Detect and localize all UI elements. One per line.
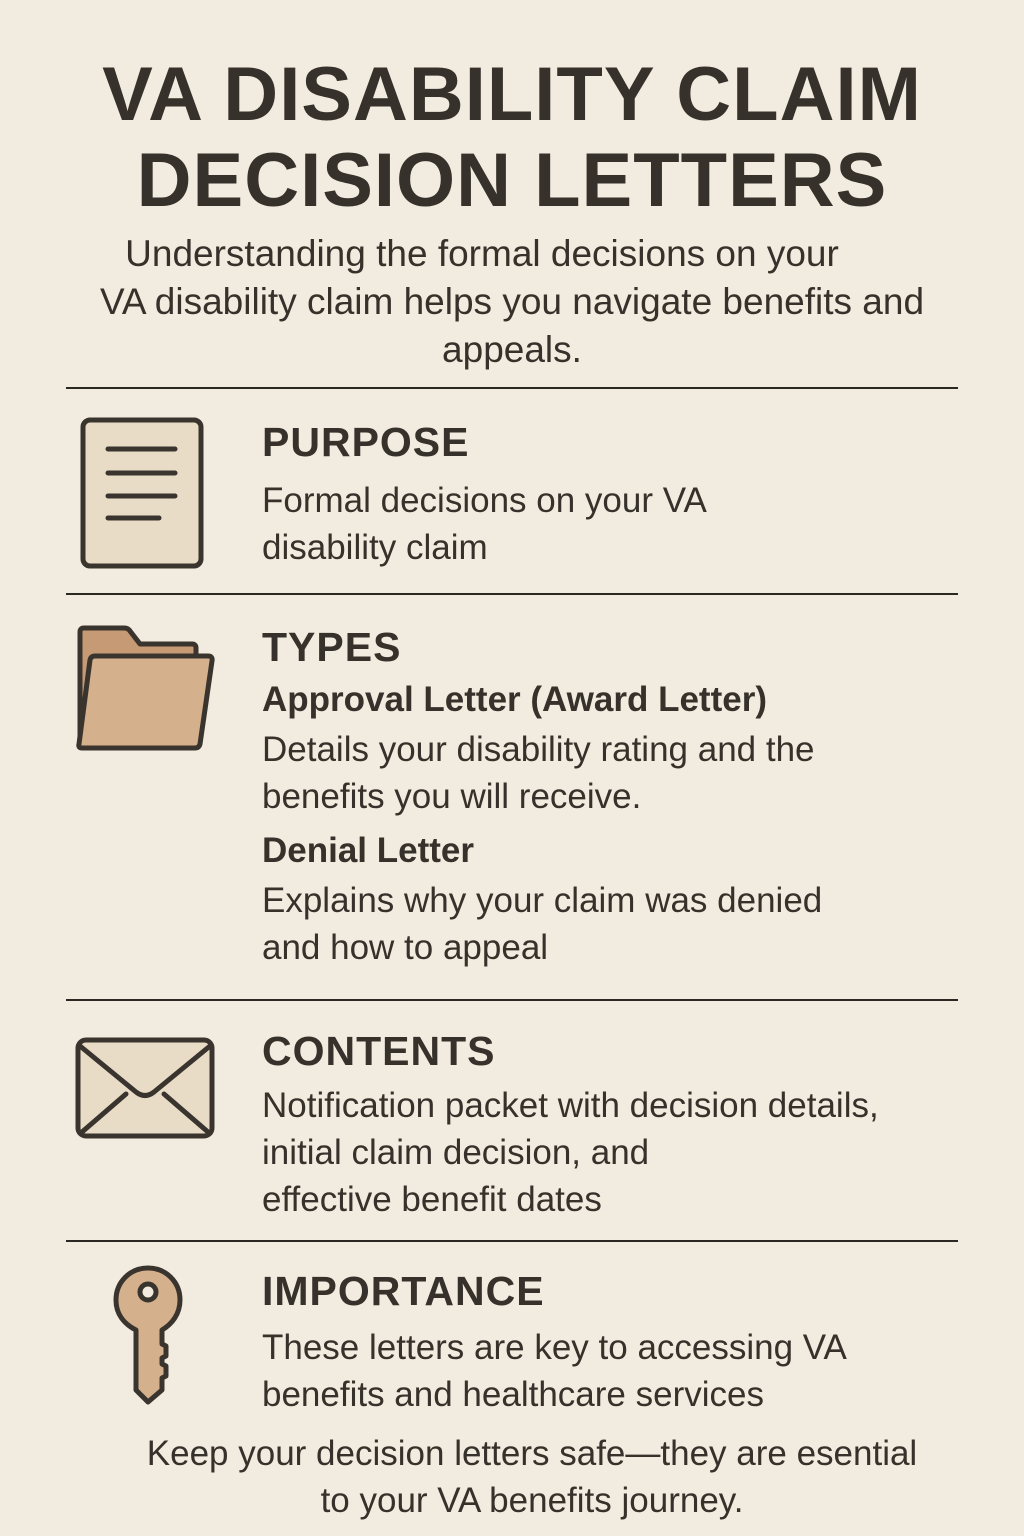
divider bbox=[66, 593, 958, 595]
folder-icon bbox=[74, 624, 216, 761]
denial-letter-text: Explains why your claim was denied and how to appeal bbox=[262, 881, 823, 967]
section-text: Notification packet with decision details, initial claim decision, and effective benefit dates bbox=[262, 1086, 879, 1219]
subtitle bbox=[40, 230, 984, 374]
section-types bbox=[262, 624, 822, 971]
footer-line-2: to your VA benefits journey. bbox=[320, 1481, 744, 1520]
subtitle-line-2: VA disability claim helps you navigate benefits and bbox=[99, 281, 925, 322]
section-text: Formal decisions on your VA disability claim bbox=[262, 481, 707, 567]
section-purpose bbox=[262, 419, 707, 571]
section-heading: CONTENTS bbox=[262, 1028, 496, 1074]
subtitle-line-3: appeals. bbox=[442, 329, 582, 370]
subtitle-line-1: Understanding the formal decisions on your bbox=[125, 233, 839, 274]
section-heading: TYPES bbox=[262, 624, 402, 670]
divider bbox=[66, 1240, 958, 1242]
divider bbox=[66, 387, 958, 389]
section-heading: PURPOSE bbox=[262, 419, 470, 465]
section-text: These letters are key to accessing VA benefits and healthcare services bbox=[262, 1328, 847, 1414]
title-line-2: DECISION LETTERS bbox=[136, 138, 888, 223]
footer-note bbox=[40, 1430, 1024, 1524]
section-heading: IMPORTANCE bbox=[262, 1268, 545, 1314]
divider bbox=[66, 999, 958, 1001]
envelope-icon bbox=[74, 1036, 216, 1145]
page-title bbox=[0, 52, 1024, 224]
approval-letter-text: Details your disability rating and the benefits you will receive. bbox=[262, 730, 815, 816]
document-icon bbox=[80, 417, 204, 574]
title-line-1: VA DISABILITY CLAIM bbox=[102, 52, 922, 137]
section-contents bbox=[262, 1028, 879, 1223]
approval-letter-heading: Approval Letter (Award Letter) bbox=[262, 680, 767, 719]
footer-line-1: Keep your decision letters safe—they are esential bbox=[146, 1434, 918, 1473]
key-icon bbox=[110, 1264, 186, 1411]
section-importance bbox=[262, 1268, 847, 1418]
denial-letter-heading: Denial Letter bbox=[262, 831, 474, 870]
